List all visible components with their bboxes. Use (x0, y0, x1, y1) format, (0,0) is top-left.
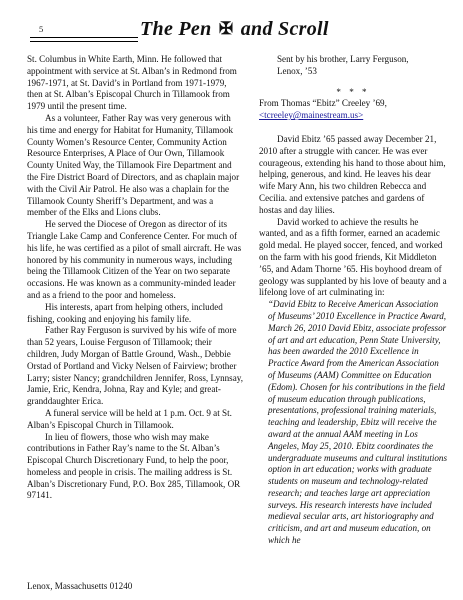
sent-by-line-2: Lenox, ’53 (277, 65, 317, 76)
obituary-paragraph: A funeral service will be held at 1 p.m. Oct. 9 at St. Alban’s Episcopal Church in Tillamook. (27, 407, 232, 430)
page-header (22, 18, 447, 48)
obituary-paragraph: His interests, apart from helping others, included fishing, cooking and enjoying his family life. (27, 301, 223, 324)
left-column (27, 54, 243, 502)
masthead-title-part-2: and Scroll (240, 18, 329, 40)
page-number: 5 (39, 24, 44, 34)
email-link[interactable] (259, 110, 447, 122)
header-rule (30, 41, 138, 42)
section-divider-stars: * * * (336, 86, 370, 97)
cross-icon: ✠ (218, 19, 234, 38)
masthead-title-part-1: The Pen (140, 18, 212, 40)
obituary-paragraph: Father Ray Ferguson is survived by his wife of more than 52 years, Louise Ferguson of Tillamook; their children, Judy Morgan of Battle Ground, Wash., Debbie Orstad of Portland and Vicky Nelsen of Fairview; brother Larry; sister Nancy; grandchildren Jennifer, Ross, Lynnsay, Jamie, Eric, Kendra, Johna, Ray and Kyle; and great-granddaughter Erica. (27, 325, 243, 407)
obituary-paragraph: St. Columbus in White Earth, Minn. He followed that appointment with service at St. Alban’s in Redmond from 1967-1971, at St. David’s in Portland from 1971-1979, then at St. Alban’s Episcopal Church in Tillamook from 1979 until the present time. (27, 54, 237, 112)
right-column (259, 54, 447, 547)
obituary-paragraph: In lieu of flowers, those who wish may make contributions in Father Ray’s name to the St. Alban’s Episcopal Church Discretionary Fund, to help the poor, homeless and people in crisis. The mailing address is St. Alban’s Discretionary Fund, P.O. Box 285, Tillamook, OR 97141. (27, 431, 241, 501)
email-address[interactable]: <tcreeley@mainestream.us> (259, 110, 364, 121)
award-quote: “David Ebitz to Receive American Association of Museums’ 2010 Excellence in Practice Award, March 26, 2010 David Ebitz, associate professor of art and art education, Penn State University, has been awarded the 2010 Excellence in Practice Award from the American Association of Museums (AAM) Committee on Education (Edom). Chosen for his contributions in the field of museum education through publications, presentations, professional training materials, teaching and leadership, Ebitz will receive the award at the annual AAM meeting in Los Angeles, May 25, 2010. Ebitz coordinates the undergraduate museums and cultural institutions option in art education; works with graduate students on museum and technology-related research; and teaches large art appreciation surveys. His research interests have included medieval secular arts, art historiography and criticism, and art and museum education, on which he (268, 299, 448, 546)
ebitz-paragraph: David Ebitz ’65 passed away December 21, 2010 after a struggle with cancer. He was ever courageous, extending his hand to those about him, helping, generous, and kind. He leaves his dear wife Mary Ann, his two children Rebecca and Cecilia. and extensive patches and gardens of hostas and day lilies. (259, 133, 446, 215)
obituary-paragraph: As a volunteer, Father Ray was very generous with his time and energy for Habitat for Humanity, Tillamook County Women’s Resource Center, Community Action Resource Enterprises, A Place of Our Own, Tillamook County United Way, the Tillamook Fire Department and the Fire District Board of Directors, and as chaplain major with the Civil Air Patrol. He also was a chaplain for the Tillamook County Sheriff’s Department, and was a member of the Elks and Lions clubs. (27, 112, 240, 218)
ebitz-paragraph: David worked to achieve the results he wanted, and as a fifth former, earned an academic gold medal. He played soccer, fenced, and worked on the farm with his good friends, Kit Middleton ’65, and Adam Thorne ’65. His boyhood dream of geology was supplanted by his love of beauty and a lifelong love of art culminating in: (259, 216, 447, 298)
from-line: From Thomas “Ebitz” Creeley ’69, (259, 98, 387, 109)
sent-by-line: Sent by his brother, Larry Ferguson, (277, 54, 409, 64)
masthead-title (140, 18, 329, 41)
header-rule (30, 37, 138, 38)
footer-address: Lenox, Massachusetts 01240 (27, 581, 133, 591)
obituary-paragraph: He served the Diocese of Oregon as director of its Triangle Lake Camp and Conference Center. For much of his life, he was certified as a pilot of small aircraft. He was honored by his community in numerous ways, including being the Tillamook Citizen of the Year on two separate occasions. He was known as a community-minded leader and as a friend to the poor and homeless. (27, 219, 242, 300)
